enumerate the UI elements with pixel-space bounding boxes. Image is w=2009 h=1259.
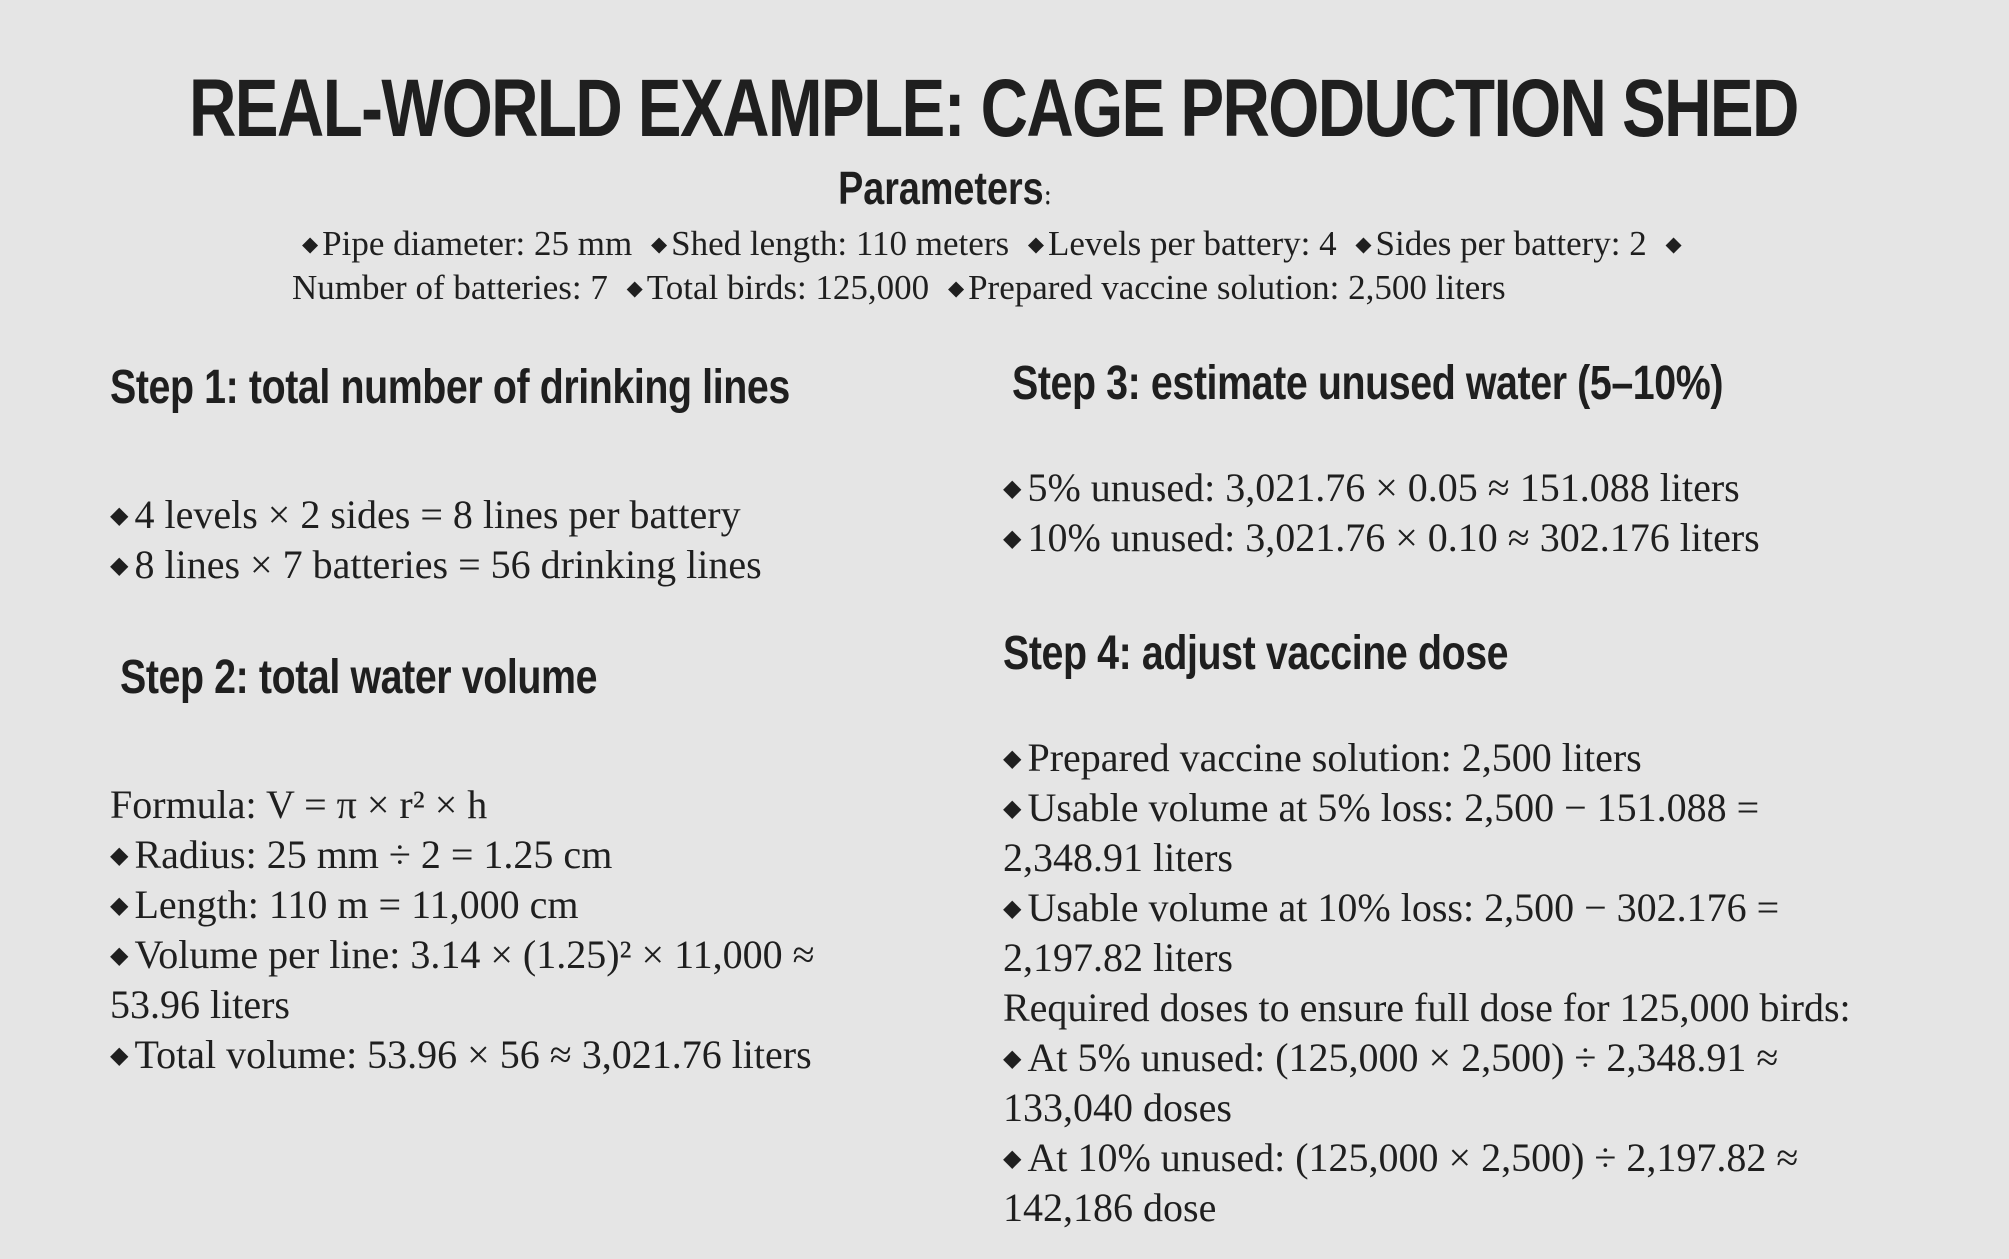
parameters-heading [170, 162, 1720, 215]
bullet-icon: ◆ [1003, 746, 1022, 772]
step4-line-doses-10-cont: 142,186 dose [1003, 1185, 1217, 1230]
parameter-total-birds: Total birds: 125,000 [646, 268, 930, 307]
parameter-number-of-batteries: Number of batteries: 7 [292, 268, 608, 307]
step4-line-doses-5: At 5% unused: (125,000 × 2,500) ÷ 2,348.91 ≈ [1027, 1035, 1779, 1080]
list-item [1003, 513, 1760, 563]
step1-heading: Step 1: total number of drinking lines [110, 361, 790, 414]
step4-line-prepared: Prepared vaccine solution: 2,500 liters [1027, 735, 1642, 780]
step4-line-usable-10-cont: 2,197.82 liters [1003, 935, 1233, 980]
bullet-icon: ◆ [110, 503, 129, 529]
step3-body [1003, 463, 1760, 563]
step4-body [1003, 733, 1851, 1233]
step3-line-2: 10% unused: 3,021.76 × 0.10 ≈ 302.176 liters [1027, 515, 1760, 560]
list-item [1003, 883, 1851, 933]
step4-line-required-doses: Required doses to ensure full dose for 125,000 birds: [1003, 985, 1851, 1030]
bullet-icon: ◆ [1003, 896, 1022, 922]
parameter-pipe-diameter: Pipe diameter: 25 mm [322, 224, 633, 263]
bullet-icon: ◆ [1003, 476, 1022, 502]
step4-line-doses-10: At 10% unused: (125,000 × 2,500) ÷ 2,197.82 ≈ [1027, 1135, 1799, 1180]
step1-line-2: 8 lines × 7 batteries = 56 drinking lines [134, 542, 762, 587]
bullet-icon: ◆ [110, 893, 129, 919]
step2-line-length: Length: 110 m = 11,000 cm [134, 882, 579, 927]
step2-formula: Formula: V = π × r² × h [110, 782, 488, 827]
parameter-prepared-vaccine: Prepared vaccine solution: 2,500 liters [968, 268, 1506, 307]
bullet-icon: ◆ [1003, 796, 1022, 822]
bullet-icon: ◆ [1003, 1046, 1022, 1072]
list-item [1003, 1133, 1851, 1183]
list-item [110, 490, 762, 540]
bullet-icon: ◆ [1003, 526, 1022, 552]
step3-line-1: 5% unused: 3,021.76 × 0.05 ≈ 151.088 liters [1027, 465, 1740, 510]
step4-line-doses-5-cont: 133,040 doses [1003, 1085, 1232, 1130]
list-item [1003, 1033, 1851, 1083]
parameter-levels-per-battery: Levels per battery: 4 [1048, 224, 1337, 263]
step2-body [110, 780, 815, 1080]
bullet-icon: ◆ [626, 276, 643, 300]
parameters-heading-colon: : [1043, 177, 1052, 212]
bullet-icon: ◆ [110, 843, 129, 869]
list-item [1003, 783, 1851, 833]
list-item [110, 880, 815, 930]
step2-line-radius: Radius: 25 mm ÷ 2 = 1.25 cm [134, 832, 613, 877]
step2-line-volume-per-line: Volume per line: 3.14 × (1.25)² × 11,000 ≈ [134, 932, 815, 977]
parameter-shed-length: Shed length: 110 meters [671, 224, 1010, 263]
bullet-icon: ◆ [1355, 232, 1372, 256]
parameters-line-1 [292, 226, 1686, 261]
list-item [110, 830, 815, 880]
list-item [110, 930, 815, 980]
step2-line-total-volume: Total volume: 53.96 × 56 ≈ 3,021.76 liters [134, 1032, 812, 1077]
step4-line-usable-5-cont: 2,348.91 liters [1003, 835, 1233, 880]
step4-line-usable-10: Usable volume at 10% loss: 2,500 − 302.176 = [1027, 885, 1780, 930]
step4-line-usable-5: Usable volume at 5% loss: 2,500 − 151.088 = [1027, 785, 1760, 830]
bullet-icon: ◆ [110, 943, 129, 969]
page-title: REAL-WORLD EXAMPLE: CAGE PRODUCTION SHED [189, 63, 1798, 154]
step1-line-1: 4 levels × 2 sides = 8 lines per battery [134, 492, 741, 537]
bullet-icon: ◆ [1665, 232, 1682, 256]
bullet-icon: ◆ [110, 1043, 129, 1069]
bullet-icon: ◆ [302, 232, 319, 256]
list-item [1003, 733, 1851, 783]
step4-heading: Step 4: adjust vaccine dose [1003, 627, 1509, 680]
bullet-icon: ◆ [650, 232, 668, 256]
step2-heading: Step 2: total water volume [120, 651, 598, 704]
parameters-line-2 [292, 270, 1506, 305]
bullet-icon: ◆ [1003, 1146, 1022, 1172]
step1-body [110, 490, 762, 590]
list-item [110, 540, 762, 590]
list-item [1003, 463, 1760, 513]
bullet-icon: ◆ [1027, 232, 1044, 256]
step3-heading: Step 3: estimate unused water (5–10%) [1012, 357, 1724, 410]
list-item [110, 1030, 815, 1080]
step2-line-volume-per-line-cont: 53.96 liters [110, 982, 290, 1027]
bullet-icon: ◆ [110, 553, 129, 579]
bullet-icon: ◆ [947, 276, 965, 300]
parameter-sides-per-battery: Sides per battery: 2 [1375, 224, 1647, 263]
parameters-heading-label: Parameters [838, 162, 1044, 214]
